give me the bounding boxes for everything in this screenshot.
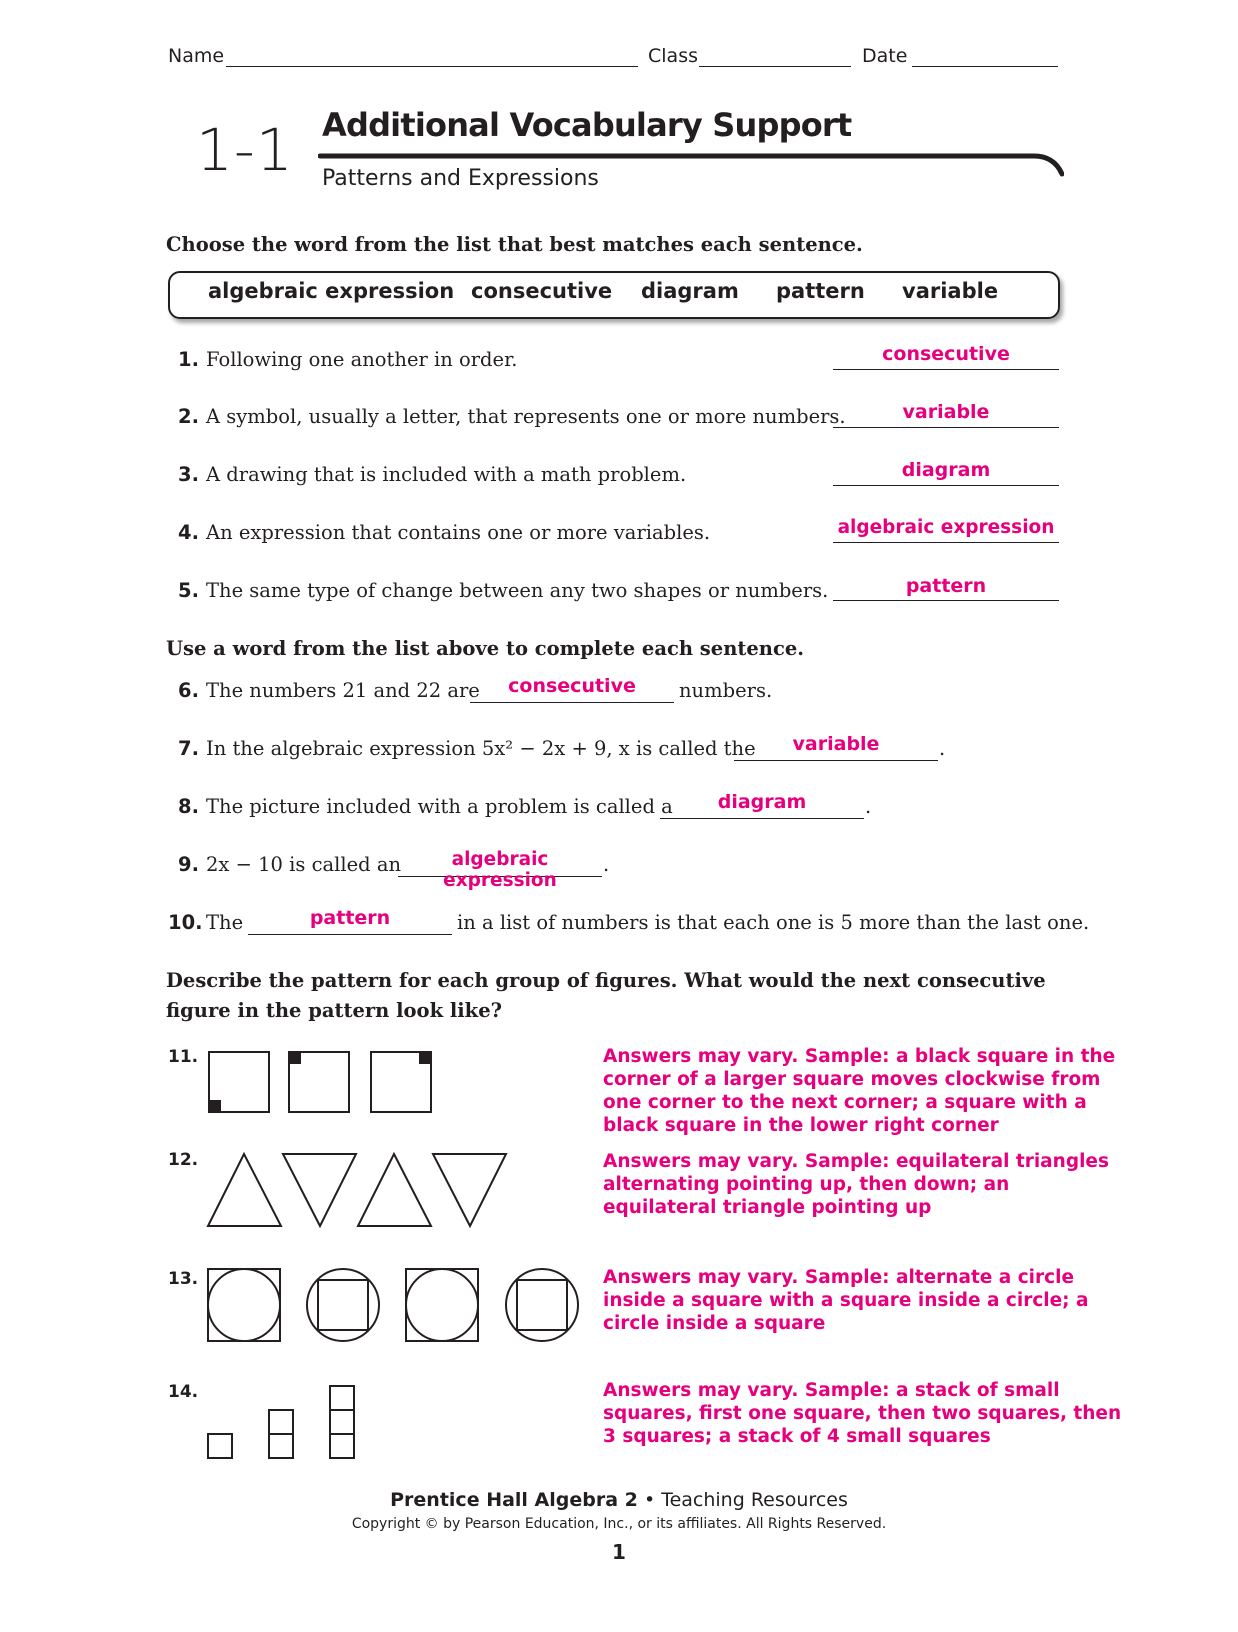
answer-7[interactable]: variable [792, 733, 880, 755]
figure-14-answer[interactable]: Answers may vary. Sample: a stack of small squares, first one square, then two squares, then 3 squares; a stack of 4 small squares [603, 1380, 1122, 1447]
question-text: Following one another in order. [206, 348, 518, 371]
question-text-before: The [206, 911, 244, 934]
answer-6[interactable]: consecutive [508, 675, 636, 697]
question-number: 4. [178, 521, 199, 544]
answer-9[interactable]: algebraic expression [443, 849, 557, 891]
figure-number: 12. [168, 1150, 199, 1170]
question-text-after: in a list of numbers is that each one is 5 more than the last one. [457, 911, 1090, 934]
answer-line-1 [833, 369, 1059, 370]
question-7 [178, 737, 756, 760]
section2-instruction: Use a word from the list above to complete each sentence. [166, 637, 805, 660]
question-text: An expression that contains one or more variables. [206, 521, 711, 544]
question-text-before: 2x − 10 is called an [206, 853, 402, 876]
answer-line-5 [833, 600, 1059, 601]
question-2 [178, 405, 846, 428]
question-8 [178, 795, 673, 818]
figure-12-answer[interactable]: Answers may vary. Sample: equilateral triangles alternating pointing up, then down; an equilateral triangle pointing up [603, 1151, 1109, 1218]
question-number: 3. [178, 463, 199, 486]
question-number: 7. [178, 737, 199, 760]
figure-11-squares [205, 1048, 445, 1116]
figure-number: 14. [168, 1382, 199, 1402]
blank-line-8 [660, 818, 864, 819]
answer-line-2 [833, 427, 1059, 428]
word-bank-item: diagram [641, 279, 739, 303]
figure-13-circles-squares [205, 1266, 585, 1344]
blank-line-7 [734, 760, 938, 761]
question-5 [178, 579, 828, 602]
answer-5[interactable]: pattern [905, 575, 987, 597]
answer-4[interactable]: algebraic expression [837, 517, 1055, 538]
question-text-before: In the algebraic expression 5x² − 2x + 9, x is called the [206, 737, 756, 760]
figure-11-answer[interactable]: Answers may vary. Sample: a black square in the corner of a larger square moves clockwise from one corner to the next corner; a square with a black square in the lower right corner [603, 1046, 1116, 1136]
blank-line-10 [248, 934, 452, 935]
section3-instruction-line2: figure in the pattern look like? [166, 999, 503, 1022]
page-number: 1 [612, 1540, 626, 1564]
answer-10[interactable]: pattern [309, 907, 391, 929]
footer-book-title: Prentice Hall Algebra 2 [390, 1489, 638, 1511]
question-number: 6. [178, 679, 199, 702]
footer-bullet: • [643, 1489, 656, 1511]
answer-line-3 [833, 485, 1059, 486]
question-number: 9. [178, 853, 199, 876]
question-text-after: . [865, 795, 872, 818]
date-label: Date [862, 45, 908, 67]
question-6 [178, 679, 480, 702]
question-number: 8. [178, 795, 199, 818]
question-number: 10. [168, 911, 203, 934]
section3-instruction-line1: Describe the pattern for each group of figures. What would the next consecutive [166, 969, 1046, 992]
blank-line-6 [470, 702, 674, 703]
footer-book-rest: Teaching Resources [661, 1489, 848, 1511]
name-field[interactable] [226, 66, 638, 67]
question-9 [178, 853, 401, 876]
footer-copyright: Copyright © by Pearson Education, Inc., or its affiliates. All Rights Reserved. [351, 1516, 887, 1532]
answer-8[interactable]: diagram [717, 791, 807, 813]
figure-14-stacks [205, 1380, 365, 1462]
class-label: Class [648, 45, 698, 67]
question-1 [178, 348, 517, 371]
name-label: Name [168, 45, 225, 67]
lesson-title: Additional Vocabulary Support [322, 106, 852, 144]
figure-12-triangles [205, 1150, 511, 1230]
question-text-before: The numbers 21 and 22 are [206, 679, 480, 702]
class-field[interactable] [699, 66, 851, 67]
figure-number: 11. [168, 1047, 199, 1067]
question-text: The same type of change between any two shapes or numbers. [206, 579, 829, 602]
question-text-after: . [603, 853, 610, 876]
figure-number: 13. [168, 1269, 199, 1289]
answer-line-4 [833, 542, 1059, 543]
question-text: A symbol, usually a letter, that represents one or more numbers. [206, 405, 846, 428]
answer-1[interactable]: consecutive [882, 343, 1010, 365]
question-10 [168, 911, 243, 934]
answer-2[interactable]: variable [902, 401, 990, 423]
figure-13-answer[interactable]: Answers may vary. Sample: alternate a circle inside a square with a square inside a circle; a circle inside a square [603, 1267, 1089, 1334]
question-text-after: numbers. [679, 679, 773, 702]
date-field[interactable] [912, 66, 1058, 67]
lesson-subtitle: Patterns and Expressions [322, 166, 599, 191]
word-bank-item: consecutive [471, 279, 613, 303]
footer-book [0, 1489, 1238, 1511]
question-number: 1. [178, 348, 199, 371]
word-bank-item: pattern [776, 279, 865, 303]
question-number: 5. [178, 579, 199, 602]
word-bank-item: variable [902, 279, 999, 303]
word-bank-item: algebraic expression [208, 279, 455, 303]
question-text-after: . [939, 737, 946, 760]
lesson-number: 1-1 [196, 116, 294, 184]
question-text: A drawing that is included with a math problem. [206, 463, 687, 486]
question-4 [178, 521, 710, 544]
question-number: 2. [178, 405, 199, 428]
question-text-before: The picture included with a problem is called a [206, 795, 673, 818]
section1-instruction: Choose the word from the list that best matches each sentence. [166, 233, 863, 256]
question-3 [178, 463, 686, 486]
answer-3[interactable]: diagram [901, 459, 991, 481]
